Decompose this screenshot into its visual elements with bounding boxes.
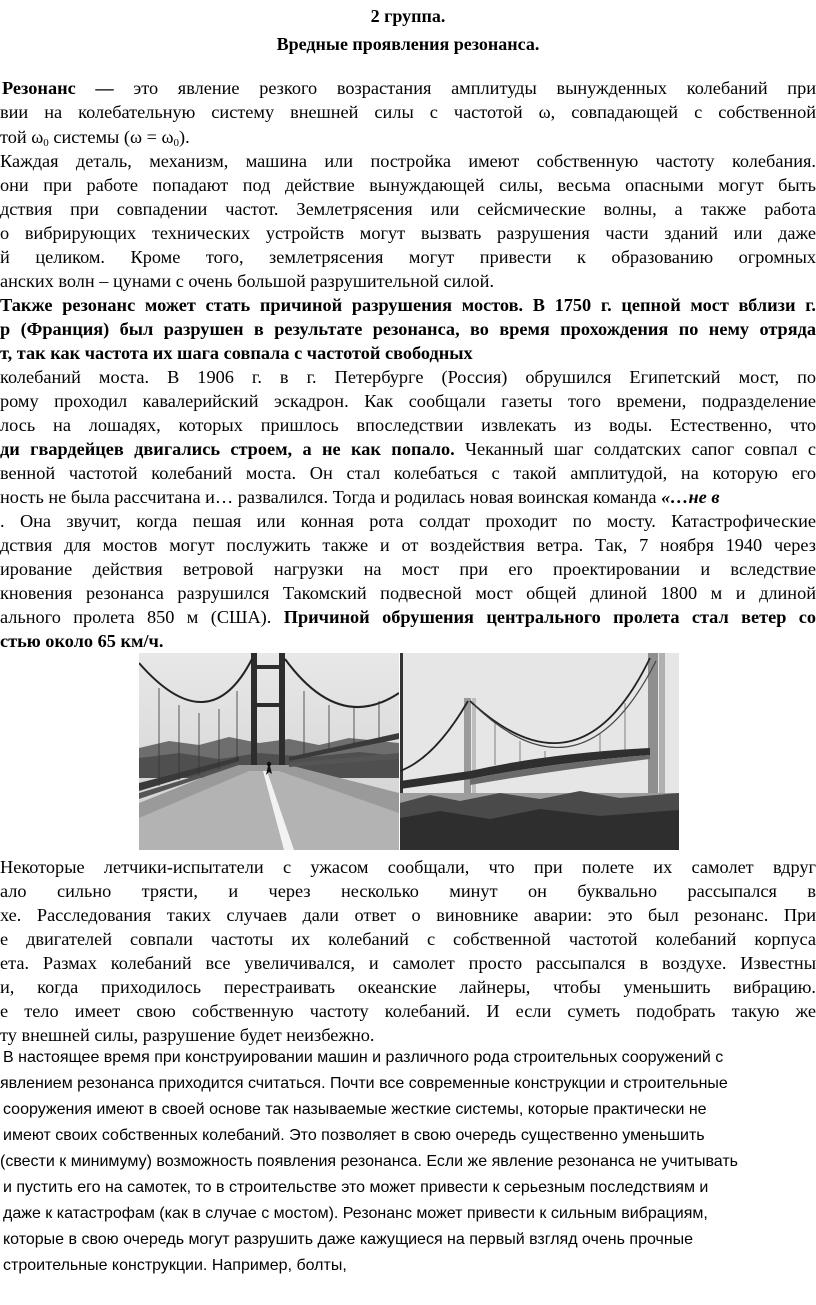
text-line: и пустить его на самотек, то в строительстве это может привести к серьезным последствиям и (3, 1179, 709, 1196)
text-line: Резонанс — это явление резкого возрастания амплитуды вынужденных колебаний при (2, 78, 816, 98)
text-line: е тело имеет свою собственную частоту колебаний. И если суметь подобрать такую же (0, 1001, 816, 1021)
text-line: й целиком. Кроме того, землетрясения могут привести к образованию огромных (0, 247, 816, 267)
text-line: (свести к минимуму) возможность появления резонанса. Если же явление резонанса не учитывать (0, 1153, 738, 1170)
text-line: ирование действия ветровой нагрузки на мост при его проектировании и вследствие (0, 559, 816, 579)
text-line: ального пролета 850 м (США). Причиной обрушения центрального пролета стал ветер со (0, 607, 816, 627)
text-line: венной частотой колебаний моста. Он стал колебаться с такой амплитудой, на которую его (0, 463, 816, 483)
text-line: имеют своих собственных колебаний. Это позволяет в свою очередь существенно уменьшить (3, 1127, 705, 1144)
text-line: ту внешней силы, разрушение будет неизбежно. (0, 1025, 375, 1045)
text-line: которые в свою очередь могут разрушить даже кажущиеся на первый взгляд очень прочные (3, 1231, 694, 1248)
text-line: хе. Расследования таких случаев дали ответ о виновнике аварии: это был резонанс. При (0, 905, 816, 925)
bridge-twisting-photo (400, 653, 679, 850)
text-line: р (Франция) был разрушен в результате резонанса, во время прохождения по нему отряда (0, 319, 816, 339)
text-line: Некоторые летчики-испытатели с ужасом сообщали, что при полете их самолет вдруг (0, 857, 816, 877)
text-line: колебаний моста. В 1906 г. в г. Петербурге (Россия) обрушился Египетский мост, по (0, 367, 816, 387)
bridge-deck-photo (139, 653, 399, 850)
text-line: лось на лошадях, которых пришлось впоследствии извлекать из воды. Естественно, что (0, 415, 816, 435)
text-line: рому проходил кавалерийский эскадрон. Как сообщали газеты того времени, подразделение (0, 391, 816, 411)
text-line: сооружения имеют в своей основе так называемые жесткие системы, которые практически не (3, 1101, 707, 1118)
text-line: ета. Размах колебаний все увеличивался, и самолет просто рассыпался в воздухе. Известны (0, 953, 816, 973)
text-line: Каждая деталь, механизм, машина или постройка имеют собственную частоту колебания. (0, 151, 816, 171)
text-line: о вибрирующих технических устройств могут вызвать разрушения части зданий или даже (0, 223, 816, 243)
text-line: . Она звучит, когда пешая или конная рота солдат проходит по мосту. Катастрофические (0, 511, 816, 531)
text-line: и, когда приходилось перестраивать океанские лайнеры, чтобы уменьшить вибрацию. (0, 977, 816, 997)
document-title: Вредные проявления резонанса. (276, 34, 540, 54)
text-line: Также резонанс может стать причиной разрушения мостов. В 1750 г. цепной мост вблизи г. (0, 295, 816, 315)
group-heading: 2 группа. (370, 6, 446, 26)
text-line: кновения резонанса разрушился Такомский подвесной мост общей длиной 1800 м и длиной (0, 583, 816, 603)
text-line: дствия для мостов могут послужить также и от воздействия ветра. Так, 7 ноября 1940 через (0, 535, 816, 555)
text-line: ало сильно трясти, и через несколько минут он буквально рассыпался в (0, 881, 816, 901)
text-line: явлением резонанса приходится считаться. Почти все современные конструкции и строительные (0, 1075, 728, 1092)
text-line: В настоящее время при конструировании машин и различного рода строительных сооружений с (3, 1049, 724, 1066)
text-line: т, так как частота их шага совпала с частотой свободных (0, 343, 473, 363)
text-line: е двигателей совпали частоты их колебаний с собственной частотой колебаний корпуса (0, 929, 816, 949)
text-line: даже к катастрофам (как в случае с мостом). Резонанс может привести к сильным вибрациям, (3, 1205, 708, 1222)
text-line: дствия при совпадении частот. Землетрясения или сейсмические волны, а также работа (0, 199, 816, 219)
text-line: стью около 65 км/ч. (0, 631, 164, 651)
text-line: вии на колебательную систему внешней силы с частотой ω, совпадающей с собственной (0, 102, 816, 122)
text-line: ди гвардейцев двигались строем, а не как попало. Чеканный шаг солдатских сапог совпал с (0, 439, 816, 459)
text-line: ность не была рассчитана и… развалился. Тогда и родилась новая воинская команда «…не в (0, 487, 720, 507)
text-line: строительные конструкции. Например, болты, (3, 1257, 347, 1274)
text-line: анских волн – цунами с очень большой разрушительной силой. (0, 271, 495, 291)
text-line: той $\omega_0$ системы $(\omega = \omega_0)$. (0, 127, 190, 148)
term-resonance: Резонанс — (2, 78, 114, 98)
text-line: они при работе попадают под действие вынуждающей силы, весьма опасными могут быть (0, 175, 816, 195)
